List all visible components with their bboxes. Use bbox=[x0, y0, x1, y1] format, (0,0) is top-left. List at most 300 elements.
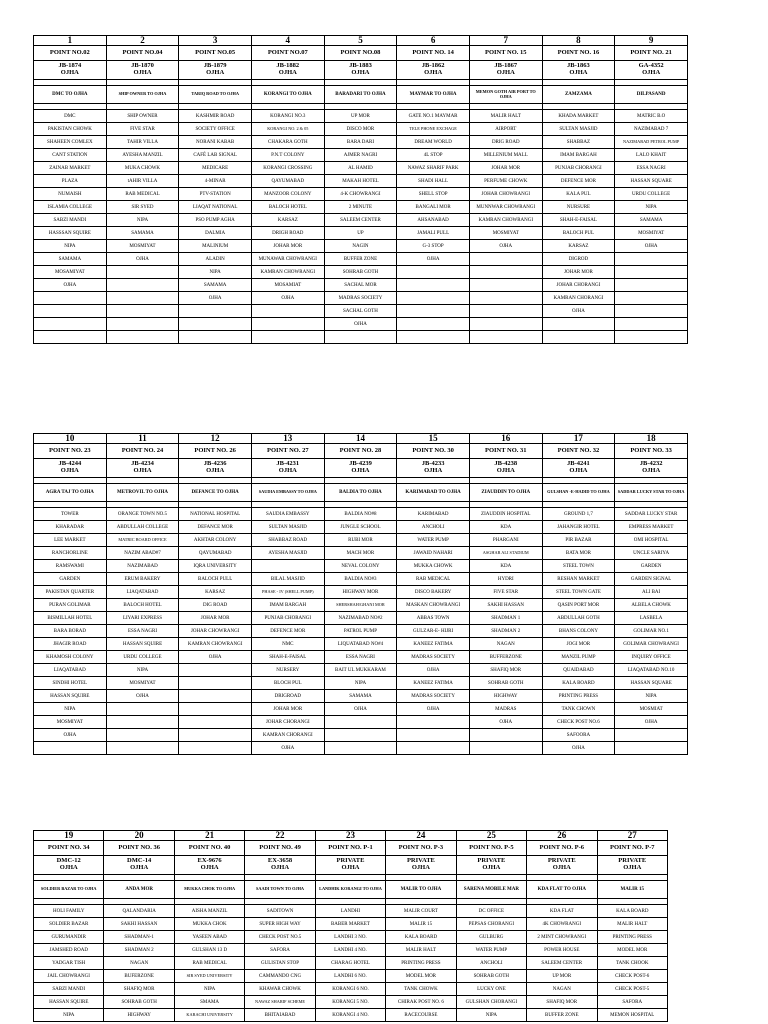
stop-name bbox=[106, 305, 179, 318]
stop-name: MATRIC BOARD OFFICE bbox=[106, 534, 179, 547]
bus-destination: OJHA bbox=[424, 467, 443, 474]
stop-row bbox=[34, 599, 688, 612]
stop-row bbox=[34, 266, 688, 279]
point-number: POINT NO.04 bbox=[106, 46, 179, 61]
stop-name: TOWER bbox=[34, 508, 107, 521]
stop-name: OJHA bbox=[179, 651, 252, 664]
stop-row bbox=[34, 625, 688, 638]
stop-name: NIPA bbox=[174, 983, 244, 996]
bus-number-cell bbox=[174, 856, 244, 875]
stop-name bbox=[179, 742, 252, 755]
stop-name: LIAQAT NATIONAL bbox=[179, 201, 252, 214]
column-number: 15 bbox=[397, 434, 470, 444]
stop-row bbox=[34, 742, 688, 755]
bus-plate: JB-1874 bbox=[58, 62, 82, 70]
bus-destination: OJHA bbox=[130, 864, 149, 871]
stop-name bbox=[179, 716, 252, 729]
stop-name: NIPA bbox=[615, 690, 688, 703]
stop-name: ALI BAI bbox=[615, 586, 688, 599]
stop-name: NORANI KABAB bbox=[179, 136, 252, 149]
stop-row bbox=[34, 253, 688, 266]
stop-name: DEFENCE MOR bbox=[542, 175, 615, 188]
route-name: MALIR TO OJHA bbox=[386, 881, 456, 899]
bus-destination: OJHA bbox=[351, 69, 370, 76]
bus-plate: PRIVATE bbox=[406, 857, 435, 865]
stop-name bbox=[469, 266, 542, 279]
stop-name: NEVAL COLONY bbox=[324, 560, 397, 573]
stop-name: KORANGI 5 NO. bbox=[315, 996, 385, 1009]
stop-name: MADRAS SOCIETY bbox=[397, 690, 470, 703]
bus-plate: EX-3658 bbox=[267, 857, 293, 865]
stop-name bbox=[469, 253, 542, 266]
stop-name: LUCKY ONE bbox=[456, 983, 526, 996]
stop-row bbox=[34, 331, 688, 344]
stop-name: POWER HOUSE bbox=[527, 944, 597, 957]
stop-name: JOHAR CHORANGI bbox=[251, 716, 324, 729]
stop-row bbox=[34, 703, 688, 716]
bus-destination: OJHA bbox=[482, 864, 501, 871]
bus-destination: OJHA bbox=[642, 467, 661, 474]
stop-name: MALIR COURT bbox=[386, 905, 456, 918]
stop-name: KARSAZ bbox=[251, 214, 324, 227]
point-number: POINT NO. 30 bbox=[397, 444, 470, 459]
stop-name: TELE PHONE EXCHAGE bbox=[397, 123, 470, 136]
stop-row bbox=[34, 664, 688, 677]
stop-name: BAIT UL MUKKARAM bbox=[324, 664, 397, 677]
stop-row bbox=[34, 716, 688, 729]
column-number-row bbox=[34, 434, 688, 444]
column-number: 20 bbox=[104, 831, 174, 841]
stop-name: STEEL TOWN bbox=[542, 560, 615, 573]
stop-name: NURSURE bbox=[542, 201, 615, 214]
stop-name: SAMAMA bbox=[106, 227, 179, 240]
stop-name: BILAL MASJID bbox=[251, 573, 324, 586]
stop-name: DRIGROAD bbox=[251, 690, 324, 703]
route-name: KARIMABAD TO OJHA bbox=[397, 484, 470, 502]
stop-name: JHAGIR ROAD bbox=[34, 638, 107, 651]
stop-name: BUFERZONE bbox=[104, 970, 174, 983]
bus-plate: JB-4232 bbox=[639, 460, 663, 468]
bus-destination: OJHA bbox=[642, 69, 661, 76]
stop-name: LANDHI 6 NO. bbox=[315, 970, 385, 983]
bus-plate: DMC-12 bbox=[56, 857, 81, 865]
stop-name: MUKKA CHOK bbox=[174, 918, 244, 931]
stop-name: GARDEN bbox=[615, 560, 688, 573]
bus-destination: OJHA bbox=[411, 864, 430, 871]
stop-name: BALOCH PULL bbox=[179, 573, 252, 586]
stop-name: IMAM BARGAH bbox=[251, 599, 324, 612]
bus-plate: JB-1879 bbox=[203, 62, 227, 70]
stop-name: ALBELA CHOWK bbox=[615, 599, 688, 612]
stop-name: MUNNWAR CHOWRANGI bbox=[469, 201, 542, 214]
stop-name: SUPER HIGH WAY bbox=[245, 918, 315, 931]
stop-name: SAFOORA bbox=[542, 729, 615, 742]
stop-name: KARSAZ bbox=[542, 240, 615, 253]
stop-row bbox=[34, 508, 688, 521]
point-number: POINT NO. 15 bbox=[469, 46, 542, 61]
stop-name: NAGAN bbox=[469, 638, 542, 651]
stop-name: BARA BORAD bbox=[34, 625, 107, 638]
bus-plate: JB-1862 bbox=[421, 62, 445, 70]
stop-name: KHAWAR CHOWK bbox=[245, 983, 315, 996]
stop-name bbox=[542, 331, 615, 344]
stop-name: KALA BOARD bbox=[386, 931, 456, 944]
stop-name: SULTAN MASJID bbox=[542, 123, 615, 136]
bus-plate: EX-9676 bbox=[197, 857, 222, 865]
stop-name: URDU COLLEGE bbox=[615, 188, 688, 201]
bus-plate: JB-4238 bbox=[494, 460, 518, 468]
route-name: MALIR 15 bbox=[597, 881, 668, 899]
column-number: 11 bbox=[106, 434, 179, 444]
stop-name: SAFORA bbox=[597, 996, 668, 1009]
bus-number-row bbox=[34, 459, 688, 478]
stop-name: KALA BOARD bbox=[597, 905, 668, 918]
stop-name: HIGHWAY bbox=[469, 690, 542, 703]
column-number: 6 bbox=[397, 36, 470, 46]
stop-name bbox=[179, 664, 252, 677]
column-number: 21 bbox=[174, 831, 244, 841]
stop-row bbox=[34, 175, 688, 188]
stop-name: JOHAR MOR bbox=[251, 240, 324, 253]
stop-name bbox=[106, 292, 179, 305]
bus-number-cell bbox=[324, 459, 397, 478]
stop-name bbox=[469, 279, 542, 292]
stop-name: RACECOURSE bbox=[386, 1009, 456, 1022]
stop-name: BALOCH HOTEL bbox=[251, 201, 324, 214]
route-name: SARENA MOBILE MAR bbox=[456, 881, 526, 899]
stop-name: KAMRAN CHOWRANGI bbox=[179, 638, 252, 651]
stop-name: SADITOWN bbox=[245, 905, 315, 918]
point-number: POINT NO. 16 bbox=[542, 46, 615, 61]
stop-name: NIPA bbox=[106, 664, 179, 677]
route-name: SADDAR LUCKY STAR TO OJHA bbox=[615, 484, 688, 502]
stop-name: BUFFER ZONE bbox=[527, 1009, 597, 1022]
stop-name: KAMRAN CHORANGI bbox=[251, 729, 324, 742]
bus-plate: PRIVATE bbox=[477, 857, 506, 865]
stop-name bbox=[469, 318, 542, 331]
stop-name: PAKISTAN QUARTER bbox=[34, 586, 107, 599]
stop-name: JAMSHED ROAD bbox=[34, 944, 104, 957]
bus-destination: OJHA bbox=[552, 864, 571, 871]
stop-name: MALIR HALT bbox=[469, 110, 542, 123]
stop-name: MEDICARE bbox=[179, 162, 252, 175]
stop-name: NAZIMABAD PETROL PUMP bbox=[615, 136, 688, 149]
bus-number-cell bbox=[542, 459, 615, 478]
stop-name: QASIN PORT MOR bbox=[542, 599, 615, 612]
point-number: POINT NO. 33 bbox=[615, 444, 688, 459]
stop-row bbox=[34, 690, 688, 703]
stop-name: DRIGH ROAD bbox=[251, 227, 324, 240]
stop-name bbox=[179, 331, 252, 344]
stop-name: HASSAN SQUIRE bbox=[34, 996, 104, 1009]
route-table-2 bbox=[33, 433, 688, 755]
route-name: KDA FLAT TO OJHA bbox=[527, 881, 597, 899]
stop-name: CHECK POST-6 bbox=[597, 970, 668, 983]
route-name: MAYMAR TO OJHA bbox=[397, 86, 470, 104]
stop-name: TAHIR VILLA bbox=[106, 136, 179, 149]
stop-name: RAMSWAMI bbox=[34, 560, 107, 573]
route-name: GULSHAN -E-HADID TO OJHA bbox=[542, 484, 615, 502]
stop-name: MANZOOR COLONY bbox=[251, 188, 324, 201]
stop-name bbox=[469, 331, 542, 344]
stop-name: KORANGI 4 NO. bbox=[315, 1009, 385, 1022]
stop-name: ABDULLAH COLLEGE bbox=[106, 521, 179, 534]
stop-row bbox=[34, 240, 688, 253]
stop-name: KORANGI NO.3 bbox=[251, 110, 324, 123]
column-number: 14 bbox=[324, 434, 397, 444]
stop-name: SHADMAN 2 bbox=[469, 625, 542, 638]
point-number: POINT NO.07 bbox=[251, 46, 324, 61]
bus-destination: OJHA bbox=[133, 69, 152, 76]
stop-name: WATER PUMP bbox=[456, 944, 526, 957]
stop-name: RAB MEDICAL bbox=[106, 188, 179, 201]
stop-name bbox=[615, 318, 688, 331]
stop-row bbox=[34, 573, 688, 586]
bus-plate: GA-4352 bbox=[638, 62, 664, 70]
stop-name: HASSAN SQUARE bbox=[615, 175, 688, 188]
stop-name bbox=[324, 729, 397, 742]
stop-row bbox=[34, 729, 688, 742]
route-name-row bbox=[34, 86, 688, 104]
stop-row bbox=[34, 136, 688, 149]
stop-name: KALA PUL bbox=[542, 188, 615, 201]
point-number: POINT NO. 28 bbox=[324, 444, 397, 459]
bus-number-cell bbox=[34, 61, 107, 80]
stop-name bbox=[324, 331, 397, 344]
point-number: POINT NO. 32 bbox=[542, 444, 615, 459]
bus-number-cell bbox=[34, 856, 104, 875]
stop-row bbox=[34, 534, 688, 547]
stop-name: JOHAR CHOWRANGI bbox=[179, 625, 252, 638]
stop-name: GULISTAN STOP bbox=[245, 957, 315, 970]
stop-name: ORANGE TOWN NO.5 bbox=[106, 508, 179, 521]
bus-destination: OJHA bbox=[133, 467, 152, 474]
stop-row bbox=[34, 1009, 668, 1022]
bus-plate: JB-4241 bbox=[567, 460, 590, 468]
stop-name bbox=[179, 318, 252, 331]
bus-destination: OJHA bbox=[623, 864, 642, 871]
stop-name: HASSAN SQUARE bbox=[615, 677, 688, 690]
stop-name: SALEEM CENTER bbox=[324, 214, 397, 227]
stop-name: HIGHWAY bbox=[104, 1009, 174, 1022]
stop-name: GARDEN bbox=[34, 573, 107, 586]
stop-name: KDA bbox=[469, 560, 542, 573]
stop-name: ESSA NAGRI bbox=[324, 651, 397, 664]
bus-number-cell bbox=[456, 856, 526, 875]
stop-name bbox=[34, 318, 107, 331]
stop-name: BALOCH PUL bbox=[542, 227, 615, 240]
stop-name: SHELL STOP bbox=[397, 188, 470, 201]
bus-number-cell bbox=[251, 61, 324, 80]
stop-name: UNCLE SARIYA bbox=[615, 547, 688, 560]
bus-number-cell bbox=[397, 459, 470, 478]
stop-name: MASKAN CHOWRANGI bbox=[397, 599, 470, 612]
bus-plate: JB-1883 bbox=[349, 62, 372, 70]
stop-name: QAYUMABAD bbox=[251, 175, 324, 188]
stop-row bbox=[34, 123, 688, 136]
stop-name: PURAN GOLIMAR bbox=[34, 599, 107, 612]
bus-number-cell bbox=[397, 61, 470, 80]
route-name: DILPASAND bbox=[615, 86, 688, 104]
stop-name: OJHA bbox=[542, 305, 615, 318]
stop-name: SAMAMA bbox=[324, 690, 397, 703]
bus-number-cell bbox=[469, 61, 542, 80]
stop-name: AYESHA MANZIL bbox=[106, 149, 179, 162]
column-number-row bbox=[34, 831, 668, 841]
stop-name: QAYUMABAD bbox=[179, 547, 252, 560]
stop-name: DEFENCE MOR bbox=[251, 625, 324, 638]
route-name: SOLDIER BAZAR TO OJHA bbox=[34, 881, 104, 899]
stop-name: JAMALI PULL bbox=[397, 227, 470, 240]
bus-number-cell bbox=[597, 856, 668, 875]
stop-name bbox=[106, 318, 179, 331]
bus-destination: OJHA bbox=[351, 467, 370, 474]
point-number: POINT NO. P-5 bbox=[456, 841, 526, 856]
stop-name: SOHRAB GOTH bbox=[104, 996, 174, 1009]
column-number: 5 bbox=[324, 36, 397, 46]
point-number: POINT NO. 23 bbox=[34, 444, 107, 459]
stop-name: LASBELA bbox=[615, 612, 688, 625]
bus-number-row bbox=[34, 61, 688, 80]
stop-row bbox=[34, 149, 688, 162]
stop-row bbox=[34, 677, 688, 690]
stop-row bbox=[34, 586, 688, 599]
bus-destination: OJHA bbox=[60, 69, 79, 76]
stop-name: NIPA bbox=[324, 677, 397, 690]
stop-name: MADRAS SOCIETY bbox=[397, 651, 470, 664]
stop-name: MILLENIUM MALL bbox=[469, 149, 542, 162]
stop-name bbox=[106, 331, 179, 344]
stop-name: GROUND 1,7 bbox=[542, 508, 615, 521]
stop-name bbox=[542, 318, 615, 331]
stop-row bbox=[34, 547, 688, 560]
stop-name: SHAH-E-FAISAL bbox=[542, 214, 615, 227]
bus-plate: JB-4234 bbox=[131, 460, 154, 468]
stop-name: NAGAN bbox=[104, 957, 174, 970]
point-number: POINT NO. 31 bbox=[469, 444, 542, 459]
stop-name: AHSANABAD bbox=[397, 214, 470, 227]
stop-name: LIQUATABAD NO#4 bbox=[324, 638, 397, 651]
stop-name: ESSA NAGRI bbox=[615, 162, 688, 175]
stop-name bbox=[251, 318, 324, 331]
column-number: 26 bbox=[527, 831, 597, 841]
stop-name: STEEL TOWN GATE bbox=[542, 586, 615, 599]
bus-destination: OJHA bbox=[496, 69, 515, 76]
bus-destination: OJHA bbox=[278, 467, 297, 474]
stop-name: PSO PUMP AGHA bbox=[179, 214, 252, 227]
stop-name: 2 MINUTE bbox=[324, 201, 397, 214]
bus-plate: JB-4231 bbox=[276, 460, 300, 468]
stop-name: GULSHAN 13 D bbox=[174, 944, 244, 957]
point-number: POINT NO. 24 bbox=[106, 444, 179, 459]
stop-name bbox=[397, 331, 470, 344]
stop-name: ANCHOLI bbox=[397, 521, 470, 534]
stop-name: MOSMIYAT bbox=[106, 677, 179, 690]
stop-name: RAB MEDICAL bbox=[174, 957, 244, 970]
point-number: POINT NO. 34 bbox=[34, 841, 104, 856]
stop-name: CAMMANDO CNG bbox=[245, 970, 315, 983]
stop-name: SACHAL MOR bbox=[324, 279, 397, 292]
bus-number-cell bbox=[34, 459, 107, 478]
bus-number-cell bbox=[106, 459, 179, 478]
stop-name: DIG ROAD bbox=[179, 599, 252, 612]
stop-name: 2 MINT CHOWRANGI bbox=[527, 931, 597, 944]
stop-name: UP bbox=[324, 227, 397, 240]
bus-plate: JB-4233 bbox=[421, 460, 445, 468]
bus-plate: JB-1863 bbox=[567, 62, 590, 70]
point-number: POINT NO. 21 bbox=[615, 46, 688, 61]
stop-name: 4L STOP bbox=[397, 149, 470, 162]
stop-name: LANDHI 3 NO. bbox=[315, 931, 385, 944]
stop-name: WATER PUMP bbox=[397, 534, 470, 547]
stop-name: OJHA bbox=[106, 253, 179, 266]
stop-name bbox=[469, 292, 542, 305]
stop-name: BISMILLAH HOTEL bbox=[34, 612, 107, 625]
stop-name: KORANGI CROSSING bbox=[251, 162, 324, 175]
stop-row bbox=[34, 612, 688, 625]
stop-name: SAMAMA bbox=[615, 214, 688, 227]
point-number: POINT NO. 49 bbox=[245, 841, 315, 856]
bus-plate: DMC-14 bbox=[127, 857, 152, 865]
stop-name: KDA bbox=[469, 521, 542, 534]
stop-row bbox=[34, 214, 688, 227]
bus-plate: JB-1870 bbox=[131, 62, 154, 70]
stop-name: NIPA bbox=[34, 1009, 104, 1022]
stop-name bbox=[615, 742, 688, 755]
stop-name: UP MOR bbox=[324, 110, 397, 123]
bus-plate: JB-4239 bbox=[349, 460, 372, 468]
route-name: ZIAUDDIN TO OJHA bbox=[469, 484, 542, 502]
stop-name: DREAM WORLD bbox=[397, 136, 470, 149]
column-number: 13 bbox=[251, 434, 324, 444]
stop-name: SHAH-E-FAISAL bbox=[251, 651, 324, 664]
stop-name: PTV-STATION bbox=[179, 188, 252, 201]
stop-name: DALMIA bbox=[179, 227, 252, 240]
stop-name: DISCO BAKERY bbox=[397, 586, 470, 599]
stop-name bbox=[397, 305, 470, 318]
stop-name: RUBI MOR bbox=[324, 534, 397, 547]
stop-name: MOSMIYAT bbox=[34, 716, 107, 729]
bus-destination: OJHA bbox=[59, 864, 78, 871]
bus-number-cell bbox=[469, 459, 542, 478]
route-name: SAUDIA EMBASSY TO OJHA bbox=[251, 484, 324, 502]
stop-name bbox=[615, 305, 688, 318]
stop-name: RANCHORLINE bbox=[34, 547, 107, 560]
stop-name: DC OFFICE bbox=[456, 905, 526, 918]
stop-name: MALIR HALT bbox=[597, 918, 668, 931]
stop-name: MOSMIYAT bbox=[106, 240, 179, 253]
stop-name: NIPA bbox=[34, 703, 107, 716]
stop-name: AKHTAR COLONY bbox=[179, 534, 252, 547]
stop-name: SOHRAB GOTH bbox=[469, 677, 542, 690]
point-number: POINT NO. P-3 bbox=[386, 841, 456, 856]
stop-name: SHABBAZ ROAD bbox=[251, 534, 324, 547]
stop-row bbox=[34, 292, 688, 305]
stop-name: SHADI HALL bbox=[397, 175, 470, 188]
stop-name: SAUDIA EMBASSY bbox=[251, 508, 324, 521]
stop-name: JOHAR MOR bbox=[469, 162, 542, 175]
stop-name: EMPRESS MARKET bbox=[615, 521, 688, 534]
bus-number-cell bbox=[324, 61, 397, 80]
stop-name: MANZIL PUMP bbox=[542, 651, 615, 664]
bus-number-cell bbox=[251, 459, 324, 478]
stop-name: TANK CHOOK bbox=[597, 957, 668, 970]
stop-name: SABZI MANDI bbox=[34, 214, 107, 227]
stop-name: SAKHI HASSAN bbox=[104, 918, 174, 931]
stop-name: OJHA bbox=[615, 240, 688, 253]
stop-name bbox=[615, 279, 688, 292]
stop-name bbox=[324, 716, 397, 729]
